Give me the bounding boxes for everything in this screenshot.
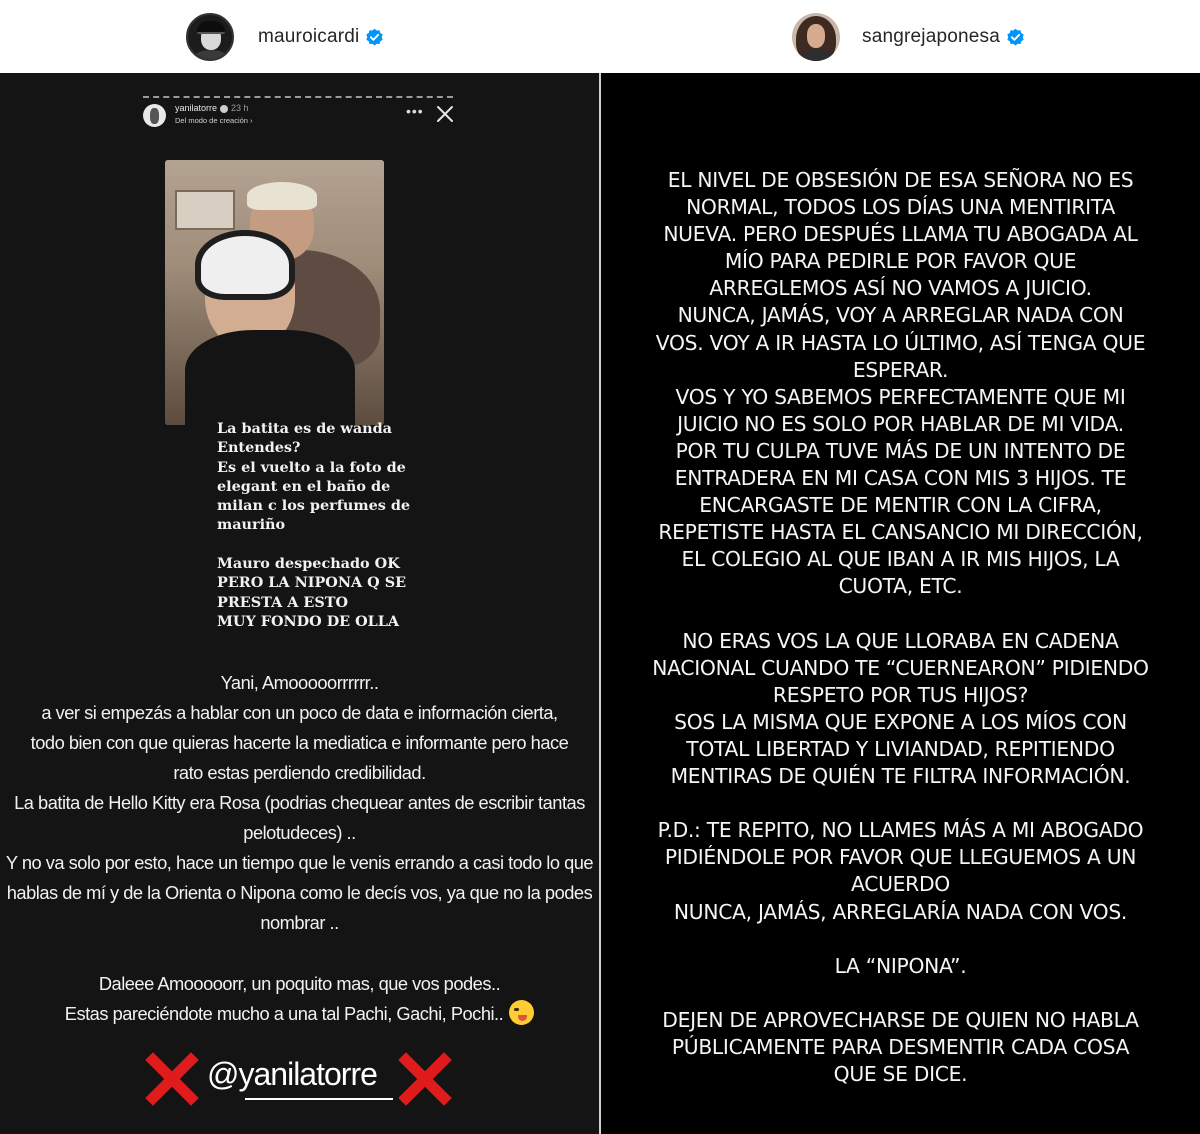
profile-header-right[interactable] xyxy=(792,13,1025,61)
embedded-avatar xyxy=(143,104,166,127)
verified-badge-icon xyxy=(220,105,228,113)
story-text: EL NIVEL DE OBSESIÓN DE ESA SEÑORA NO ES NORMAL, TODOS LOS DÍAS UNA MENTIRITA NUEVA. PERO DESPUÉS LLAMA TU ABOGADA AL MÍO PARA PEDIRLE POR FAVOR QUE ARREGLEMOS ASÍ NO VAMOS A JUICIO. NUNCA, JAMÁS, VOY A ARREGLAR NADA CON VOS. VOY A IR HASTA LO ÚLTIMO, ASÍ TENGA QUE ESPERAR. VOS Y YO SABEMOS PERFECTAMENTE QUE MI JUICIO NO ES SOLO POR HABLAR DE MI VIDA. POR TU CULPA TUVE MÁS DE UN INTENTO DE ENTRADERA EN MI CASA CON MIS 3 HIJOS. TE ENCARGASTE DE MENTIR CON LA CIFRA, REPETISTE HASTA EL CANSANCIO MI DIRECCIÓN, EL COLEGIO AL QUE IBAN A IR MIS HIJOS, LA CUOTA, ETC. NO ERAS VOS LA QUE LLORABA EN CADENA NACIONAL CUANDO TE “CUERNEARON” PIDIENDO RESPETO POR TUS HIJOS? SOS LA MISMA QUE EXPONE A LOS MÍOS CON TOTAL LIBERTAD Y LIVIANDAD, REPITIENDO MENTIRAS DE QUIÉN TE FILTRA INFORMACIÓN. P.D.: TE REPITO, NO LLAMES MÁS A MI ABOGADO PIDIÉNDOLE POR FAVOR QUE LLEGUEMOS A UN ACUERDO NUNCA, JAMÁS, ARREGLARÍA NADA CON VOS. LA “NIPONA”. DEJEN DE APROVECHARSE DE QUIEN NO HABLA PÚBLICAMENTE PARA DESMENTIR CADA COSA QUE SE DICE. xyxy=(652,168,1149,1087)
header-bar xyxy=(0,0,1200,73)
embedded-username: yanilatorre xyxy=(175,103,218,113)
reply-text-1: Yani, Amooooorrrrrr.. a ver si empezás a hablar con un poco de data e información cierta, todo bien con que quieras hacerte la mediatica e informante pero hace rato estas perdiendo credibilidad. La batita de Hello Kitty era Rosa (podrias chequear antes de escribir tantas pelotudeces) .. Y no va solo por esto, hace un tiempo que le venis errando a casi todo lo que hablas de mí y de la Orienta o Nipona como le decís vos, ya que no la podes nombrar .. xyxy=(5,672,594,933)
reply-text-2 xyxy=(0,969,599,1029)
embedded-caption-2: Mauro despechado OK PERO LA NIPONA Q SE PRESTA A ESTO MUY FONDO DE OLLA xyxy=(217,555,407,630)
username-left[interactable]: mauroicardi xyxy=(258,26,360,47)
story-progress-bar xyxy=(143,96,453,98)
mention-row xyxy=(0,1048,599,1108)
red-x-icon xyxy=(398,1050,454,1106)
username-right[interactable]: sangrejaponesa xyxy=(862,26,1001,47)
embedded-photo xyxy=(165,160,384,425)
mention-underline xyxy=(245,1098,393,1100)
embedded-time: 23 h xyxy=(231,103,249,113)
embedded-subtitle: Del modo de creación › xyxy=(175,116,253,125)
red-x-icon xyxy=(145,1050,201,1106)
mention-link[interactable]: @yanilatorre xyxy=(207,1056,377,1092)
reply-line: Estas pareciéndote mucho a una tal Pachi, Gachi, Pochi.. xyxy=(64,1003,504,1024)
story-panel-left xyxy=(0,73,599,1134)
verified-badge-icon xyxy=(1006,28,1025,47)
reply-line: Daleee Amooooorr, un poquito mas, que vos podes.. xyxy=(98,973,501,994)
winking-tongue-emoji-icon xyxy=(509,1000,534,1025)
profile-header-left[interactable] xyxy=(186,13,384,61)
close-icon xyxy=(436,105,454,123)
avatar[interactable] xyxy=(186,13,234,61)
verified-badge-icon xyxy=(365,28,384,47)
story-panel-right xyxy=(601,73,1200,1134)
more-dots-icon: ••• xyxy=(406,103,424,119)
embedded-caption-1: La batita es de wanda Entendes? Es el vuelto a la foto de elegant en el baño de milan c los perfumes de mauriño xyxy=(217,420,411,534)
avatar[interactable] xyxy=(792,13,840,61)
embedded-story-user xyxy=(175,103,249,113)
